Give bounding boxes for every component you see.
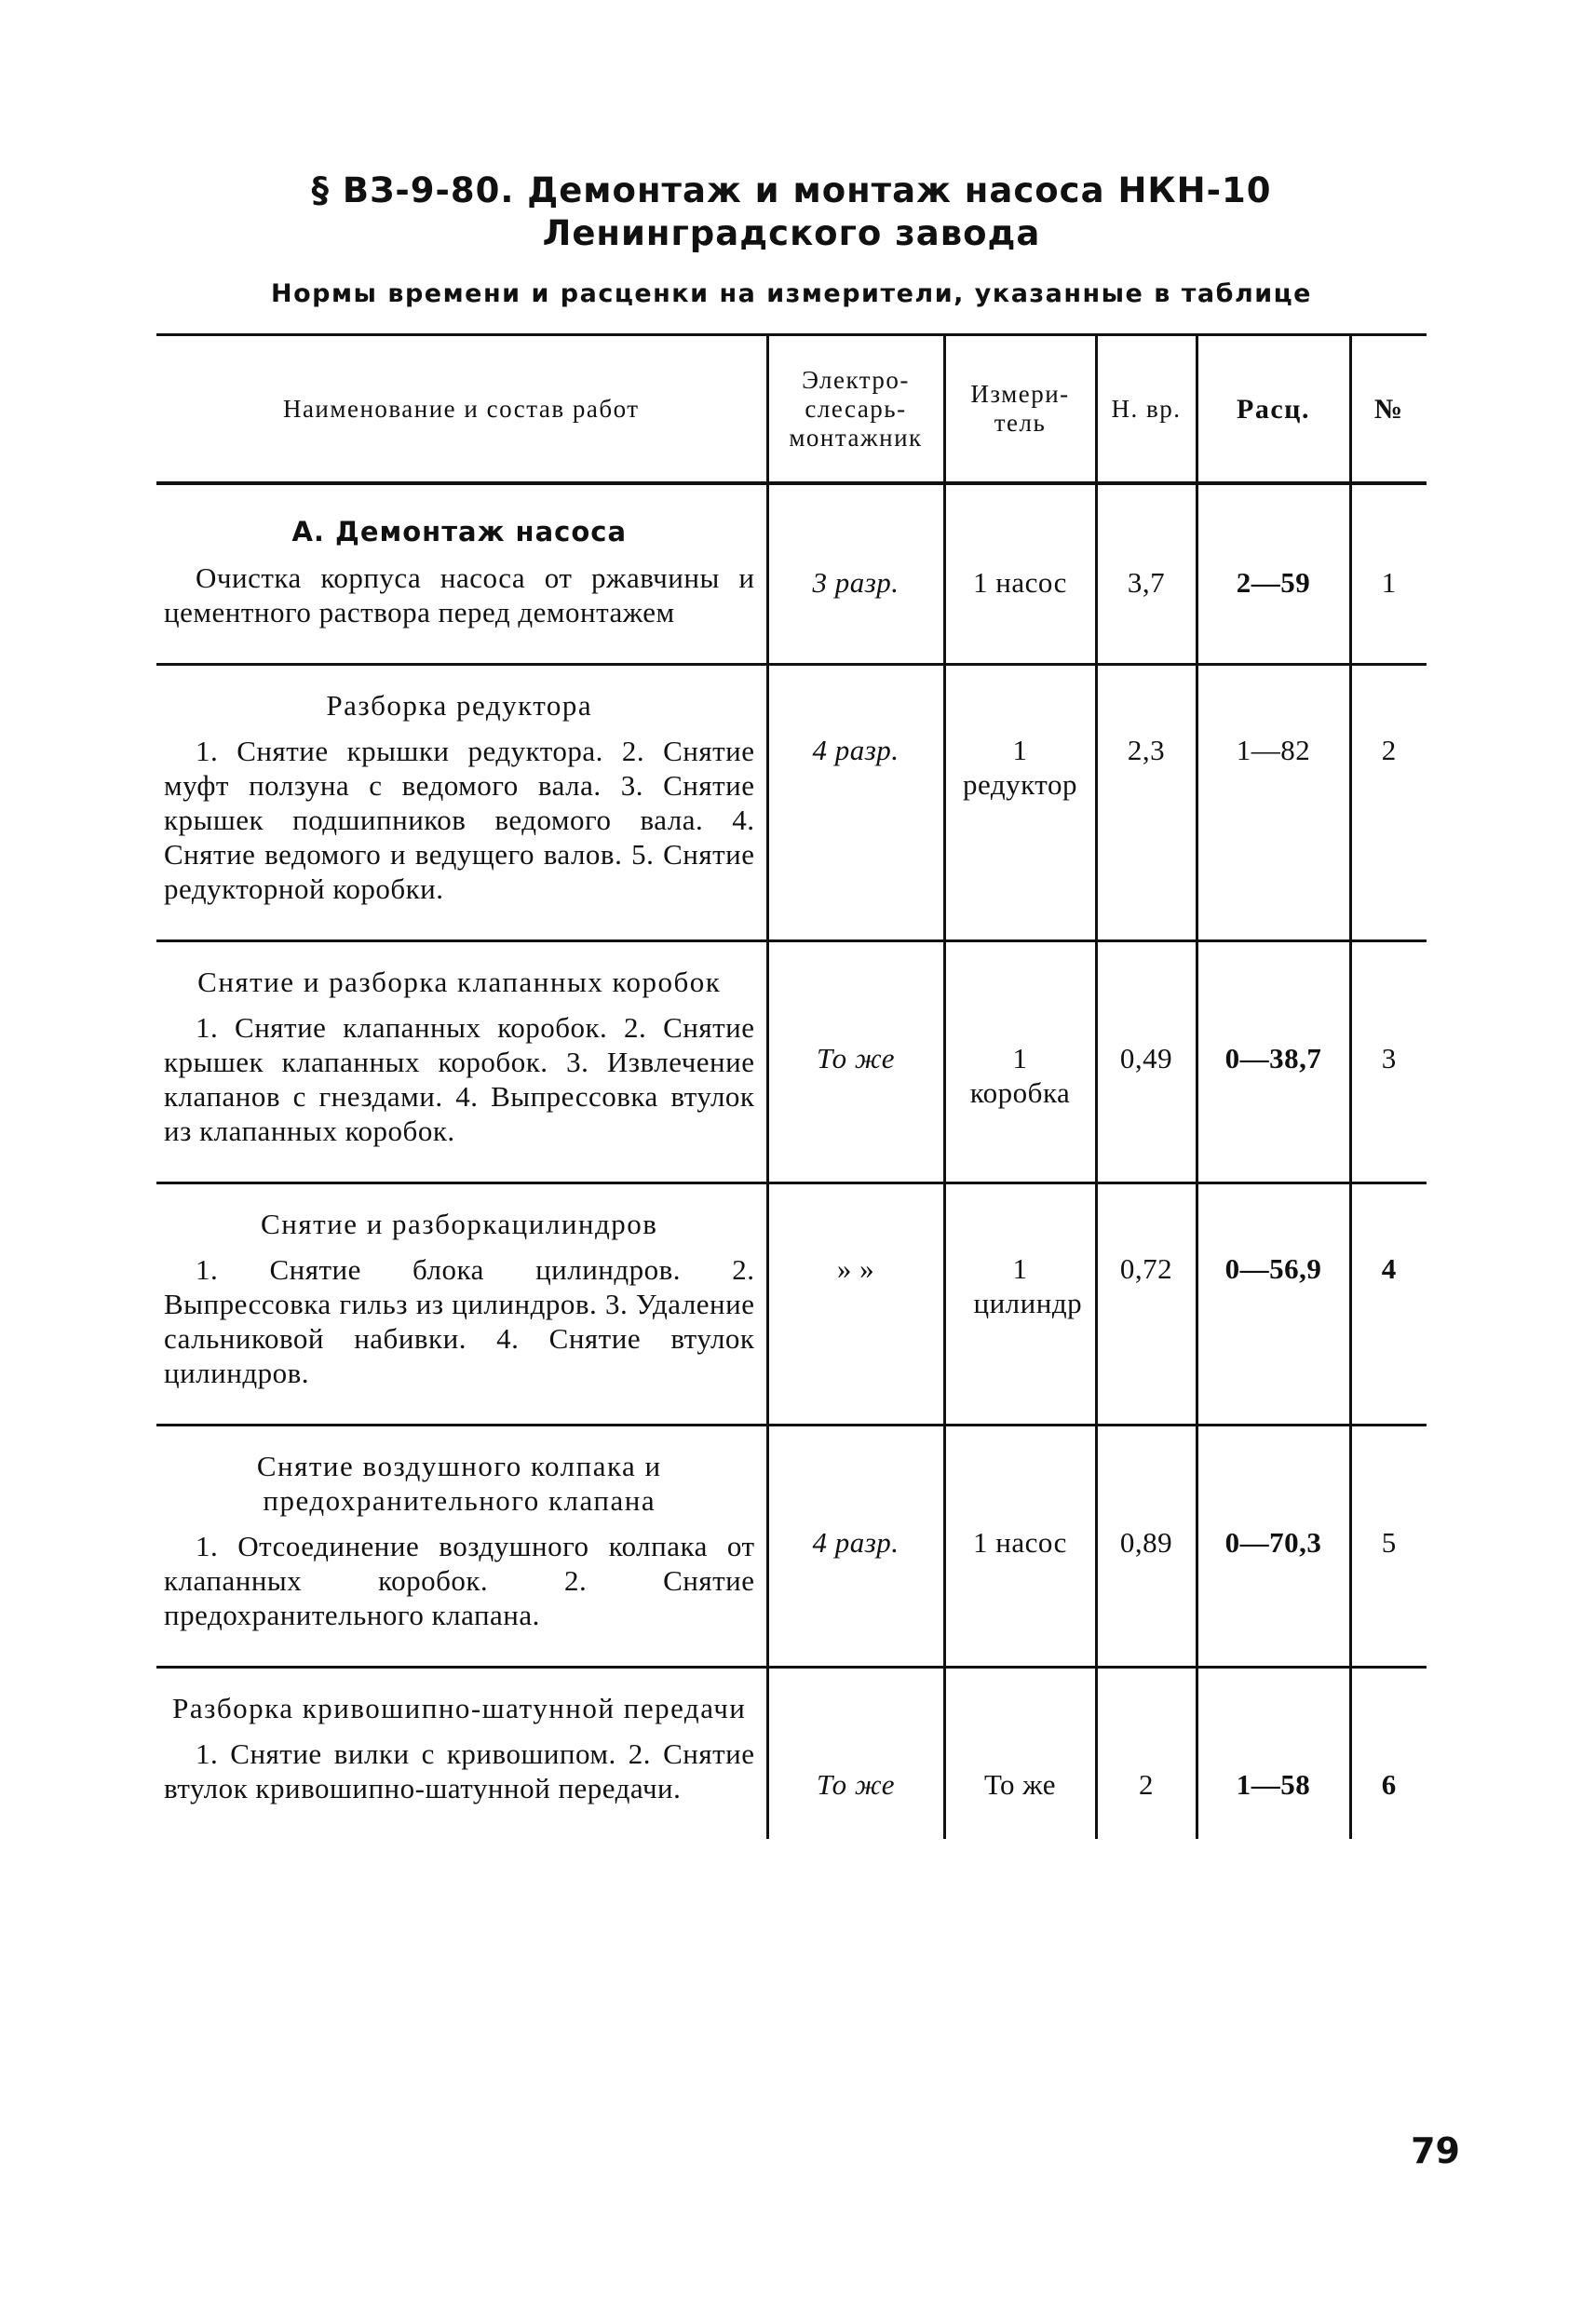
- table-header-row: [156, 335, 1427, 484]
- row-number: 5: [1381, 1526, 1397, 1559]
- worker-grade: 4 разр.: [812, 734, 899, 766]
- work-title: Снятие и разборка клапанных коробок: [197, 966, 722, 998]
- work-title: Снятие воздушного колпака и предохранительного клапана: [256, 1450, 662, 1517]
- unit-cell: [944, 1668, 1096, 1840]
- rate-cell: [1197, 1426, 1350, 1668]
- unit-cell: [944, 1183, 1096, 1426]
- number-cell: [1350, 941, 1427, 1183]
- worker-cell: [767, 941, 944, 1183]
- work-cell: [156, 665, 767, 941]
- time-norm: 2: [1139, 1768, 1154, 1801]
- work-description: 1. Снятие блока цилиндров. 2. Выпрессовка гильз из цилиндров. 3. Удаление сальниковой набивки. 4. Снятие втулок цилиндров.: [164, 1253, 755, 1389]
- number-cell: [1350, 1668, 1427, 1840]
- row-number: 3: [1381, 1042, 1397, 1074]
- worker-grade: То же: [816, 1042, 896, 1074]
- time-norm: 0,89: [1119, 1526, 1173, 1559]
- work-description: Очистка корпуса насоса от ржавчины и цементного раствора перед демонтажем: [164, 561, 755, 628]
- work-description: 1. Отсоединение воздушного колпака от клапанных коробок. 2. Снятие предохранительного клапана.: [164, 1530, 755, 1631]
- row-number: 1: [1381, 566, 1397, 599]
- header-number: №: [1350, 335, 1427, 484]
- rate-value: 0—56,9: [1224, 1252, 1322, 1285]
- rate-cell: [1197, 665, 1350, 941]
- header-unit: Измери-тель: [944, 335, 1096, 484]
- row-number: 4: [1381, 1252, 1397, 1285]
- header-rate: Расц.: [1197, 335, 1350, 484]
- header-work: Наименование и состав работ: [156, 335, 767, 484]
- worker-grade: То же: [816, 1768, 896, 1801]
- work-cell: [156, 1183, 767, 1426]
- norm-cell: [1096, 941, 1197, 1183]
- work-cell: [156, 1426, 767, 1668]
- unit-value: 1 коробка: [969, 1042, 1071, 1109]
- worker-cell: [767, 1426, 944, 1668]
- unit-value: 1 цилиндр: [973, 1252, 1083, 1319]
- worker-cell: [767, 1668, 944, 1840]
- table-row: [156, 1183, 1427, 1426]
- number-cell: [1350, 665, 1427, 941]
- work-title: Разборка кривошипно-шатунной передачи: [172, 1692, 747, 1724]
- rate-value: 0—38,7: [1224, 1042, 1322, 1074]
- unit-value: То же: [983, 1768, 1057, 1801]
- unit-cell: [944, 483, 1096, 665]
- worker-cell: [767, 665, 944, 941]
- rate-cell: [1197, 1183, 1350, 1426]
- table-caption: Нормы времени и расценки на измерители, указанные в таблице: [271, 279, 1312, 308]
- rate-value: 0—70,3: [1224, 1526, 1322, 1559]
- time-norm: 0,49: [1119, 1042, 1173, 1074]
- worker-cell: [767, 483, 944, 665]
- page-number: 79: [1411, 2130, 1460, 2171]
- rate-cell: [1197, 941, 1350, 1183]
- worker-grade: 4 разр.: [812, 1526, 899, 1559]
- subsection-heading: А. Демонтаж насоса: [291, 516, 628, 547]
- unit-cell: [944, 665, 1096, 941]
- time-norm: 2,3: [1127, 734, 1166, 766]
- norm-cell: [1096, 1668, 1197, 1840]
- work-cell: [156, 941, 767, 1183]
- work-title: Снятие и разборкацилиндров: [261, 1208, 658, 1240]
- norm-cell: [1096, 665, 1197, 941]
- row-number: 6: [1381, 1768, 1397, 1801]
- work-description: 1. Снятие вилки с кривошипом. 2. Снятие втулок кривошипно-шатунной передачи.: [164, 1737, 755, 1804]
- unit-value: 1 редуктор: [963, 734, 1077, 801]
- norm-cell: [1096, 1426, 1197, 1668]
- rate-cell: [1197, 483, 1350, 665]
- norms-table: [156, 333, 1427, 1839]
- row-number: 2: [1381, 734, 1397, 766]
- table-row: [156, 1426, 1427, 1668]
- table-row: [156, 1668, 1427, 1840]
- number-cell: [1350, 1426, 1427, 1668]
- rate-cell: [1197, 1668, 1350, 1840]
- worker-ditto: » »: [836, 1252, 875, 1285]
- unit-value: 1 насос: [973, 1526, 1067, 1559]
- number-cell: [1350, 483, 1427, 665]
- table-row: [156, 941, 1427, 1183]
- time-norm: 3,7: [1127, 566, 1166, 599]
- worker-cell: [767, 1183, 944, 1426]
- norm-cell: [1096, 1183, 1197, 1426]
- work-cell: [156, 1668, 767, 1840]
- worker-grade: 3 разр.: [812, 566, 899, 599]
- header-worker: Электро-слесарь-монтажник: [767, 335, 944, 484]
- work-cell: [156, 483, 767, 665]
- table-row: [156, 665, 1427, 941]
- rate-value: 1—58: [1236, 1768, 1311, 1801]
- work-description: 1. Снятие клапанных коробок. 2. Снятие крышек клапанных коробок. 3. Извлечение клапанов с гнездами. 4. Выпрессовка втулок из клапанных коробок.: [164, 1011, 755, 1147]
- unit-value: 1 насос: [973, 566, 1067, 599]
- norm-cell: [1096, 483, 1197, 665]
- rate-value: 2—59: [1236, 566, 1311, 599]
- section-title-continued: Ленинградского завода: [542, 213, 1041, 253]
- work-description: 1. Снятие крышки редуктора. 2. Снятие муфт ползуна с ведомого вала. 3. Снятие крышек подшипников ведомого вала. 4. Снятие ведомого и ведущего валов. 5. Снятие редукторной коробки.: [164, 735, 755, 905]
- rate-value: 1—82: [1236, 734, 1311, 766]
- section-title: § ВЗ-9-80. Демонтаж и монтаж насоса НКН-10: [311, 170, 1272, 210]
- header-norm: Н. вр.: [1096, 335, 1197, 484]
- time-norm: 0,72: [1119, 1252, 1173, 1285]
- table-row: [156, 483, 1427, 665]
- unit-cell: [944, 1426, 1096, 1668]
- unit-cell: [944, 941, 1096, 1183]
- number-cell: [1350, 1183, 1427, 1426]
- work-title: Разборка редуктора: [326, 689, 593, 722]
